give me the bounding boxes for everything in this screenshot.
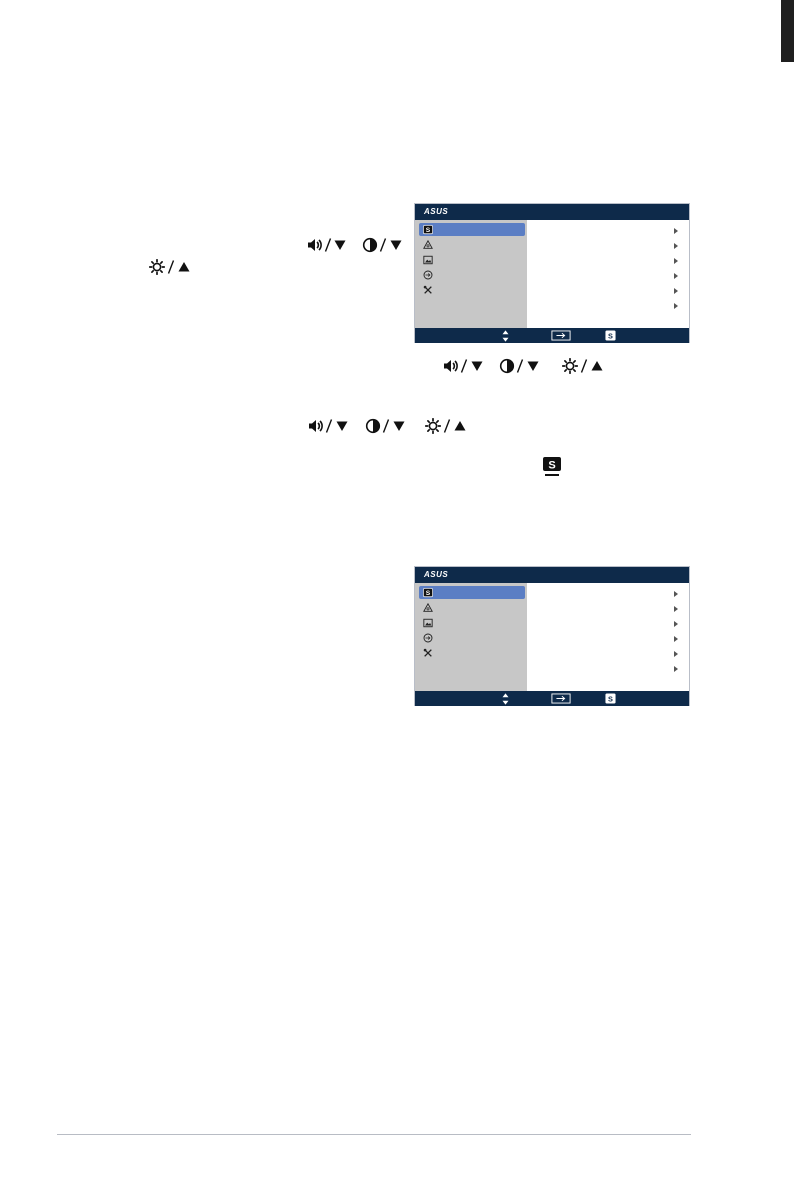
chevron-right-icon <box>674 303 678 309</box>
move-updown-icon <box>502 693 509 705</box>
brightness-up-icon <box>425 418 441 434</box>
slash-separator <box>580 358 588 374</box>
svg-text:S: S <box>548 459 556 472</box>
brightness-up-icon <box>562 358 578 374</box>
volume-down-icon <box>308 418 324 434</box>
down-arrow-icon <box>471 360 483 372</box>
osd-menu-item-color[interactable] <box>419 601 525 614</box>
color-icon <box>422 239 433 250</box>
contrast-down-icon <box>362 237 378 253</box>
page-footer-rule <box>57 1134 691 1135</box>
enter-icon <box>551 330 571 341</box>
slash-separator <box>382 418 390 434</box>
osd-menu-item-system-setup[interactable] <box>419 283 525 296</box>
osd-submenu-panel <box>527 220 689 328</box>
osd-submenu-row[interactable] <box>527 602 689 617</box>
slash-separator <box>443 418 451 434</box>
osd-menu-screenshot <box>414 203 690 343</box>
down-arrow-icon <box>334 239 346 251</box>
osd-submenu-panel <box>527 583 689 691</box>
up-arrow-icon <box>591 360 603 372</box>
osd-submenu-row[interactable] <box>527 269 689 284</box>
down-arrow-icon <box>336 420 348 432</box>
volume-down-icon <box>443 358 459 374</box>
osd-submenu-row[interactable] <box>527 587 689 602</box>
osd-submenu-row[interactable] <box>527 632 689 647</box>
contrast-down-icon <box>499 358 515 374</box>
chevron-right-icon <box>674 666 678 672</box>
osd-submenu-row[interactable] <box>527 617 689 632</box>
osd-menu-item-system-setup[interactable] <box>419 646 525 659</box>
osd-footer <box>415 691 689 706</box>
slash-separator <box>324 237 332 253</box>
osd-sidebar <box>415 583 527 691</box>
osd-submenu-row[interactable] <box>527 647 689 662</box>
slash-separator <box>325 418 333 434</box>
asus-logo: ASUS <box>424 570 449 579</box>
osd-submenu-row[interactable] <box>527 239 689 254</box>
splendid-icon <box>422 587 433 598</box>
osd-footer <box>415 328 689 343</box>
chapter-tab <box>781 0 794 62</box>
splendid-icon <box>422 224 433 235</box>
input-select-icon <box>422 632 433 643</box>
osd-menu-item-input-select[interactable] <box>419 268 525 281</box>
image-icon <box>422 254 433 265</box>
down-arrow-icon <box>390 239 402 251</box>
brightness-up-icon <box>149 259 165 275</box>
slash-separator <box>460 358 468 374</box>
osd-sidebar <box>415 220 527 328</box>
menu-exit-icon <box>605 330 616 341</box>
asus-logo: ASUS <box>424 207 449 216</box>
enter-icon <box>551 693 571 704</box>
osd-menu-item-image[interactable] <box>419 253 525 266</box>
chevron-right-icon <box>674 591 678 597</box>
chevron-right-icon <box>674 636 678 642</box>
down-arrow-icon <box>393 420 405 432</box>
osd-menu-item-splendid[interactable] <box>419 223 525 236</box>
color-icon <box>422 602 433 613</box>
osd-submenu-row[interactable] <box>527 254 689 269</box>
contrast-down-icon <box>365 418 381 434</box>
input-select-icon <box>422 269 433 280</box>
osd-header <box>415 567 689 583</box>
menu-exit-icon <box>605 693 616 704</box>
osd-menu-item-image[interactable] <box>419 616 525 629</box>
osd-menu-item-color[interactable] <box>419 238 525 251</box>
up-arrow-icon <box>454 420 466 432</box>
menu-button-icon <box>542 456 562 483</box>
system-setup-icon <box>422 284 433 295</box>
osd-submenu-row[interactable] <box>527 662 689 677</box>
slash-separator <box>167 259 175 275</box>
chevron-right-icon <box>674 228 678 234</box>
system-setup-icon <box>422 647 433 658</box>
move-updown-icon <box>502 330 509 342</box>
down-arrow-icon <box>527 360 539 372</box>
up-arrow-icon <box>178 261 190 273</box>
chevron-right-icon <box>674 243 678 249</box>
osd-submenu-row[interactable] <box>527 284 689 299</box>
osd-submenu-row[interactable] <box>527 299 689 314</box>
osd-submenu-row[interactable] <box>527 224 689 239</box>
slash-separator <box>516 358 524 374</box>
osd-header <box>415 204 689 220</box>
image-icon <box>422 617 433 628</box>
chevron-right-icon <box>674 651 678 657</box>
osd-menu-item-splendid[interactable] <box>419 586 525 599</box>
volume-down-icon <box>307 237 323 253</box>
chevron-right-icon <box>674 606 678 612</box>
osd-menu-screenshot <box>414 566 690 706</box>
chevron-right-icon <box>674 258 678 264</box>
chevron-right-icon <box>674 288 678 294</box>
slash-separator <box>379 237 387 253</box>
chevron-right-icon <box>674 621 678 627</box>
osd-menu-item-input-select[interactable] <box>419 631 525 644</box>
chevron-right-icon <box>674 273 678 279</box>
